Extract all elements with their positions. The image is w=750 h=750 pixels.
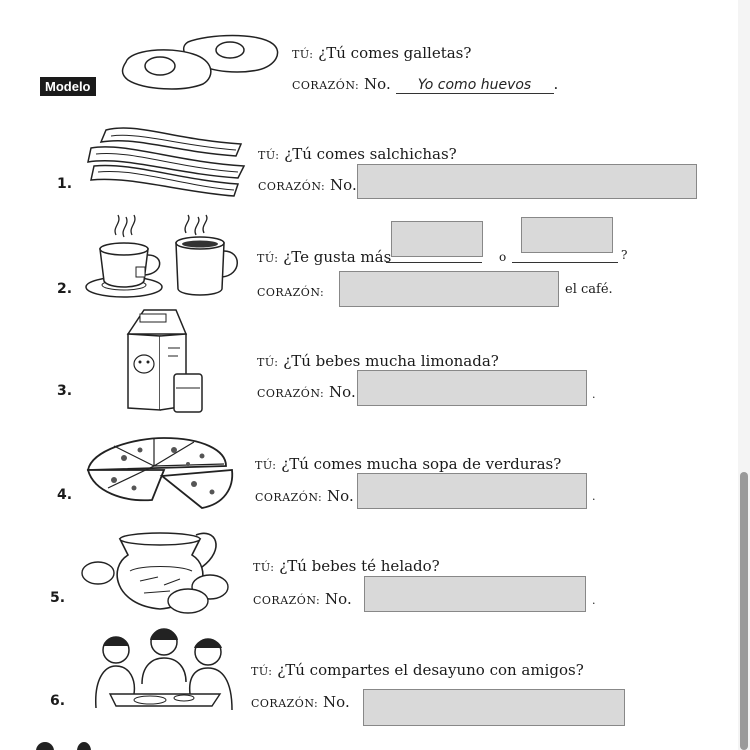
item-number: 6. <box>50 693 66 709</box>
scrollbar-thumb[interactable] <box>740 472 748 750</box>
corazon-label: CORAZÓN: <box>257 286 325 299</box>
item-2-choice-box-1[interactable] <box>391 221 483 257</box>
item-3-question-line <box>257 352 499 370</box>
item-4-answer-suffix: . <box>592 490 596 503</box>
item-3-question: ¿Tú bebes mucha limonada? <box>283 352 499 370</box>
item-4-answer-prefix: No. <box>327 487 354 505</box>
item-3-answer-line <box>257 383 356 401</box>
item-2-question-end: ? <box>621 248 628 262</box>
item-4-answer-box[interactable] <box>357 473 587 509</box>
item-5-answer-line <box>253 590 352 608</box>
modelo-badge: Modelo <box>40 77 96 96</box>
item-4-answer-line <box>255 487 354 505</box>
friends-breakfast-icon <box>80 624 240 714</box>
item-1-question-line <box>258 145 457 163</box>
bacon-icon <box>86 122 246 200</box>
corazon-label: CORAZÓN: <box>257 387 325 400</box>
item-number: 1. <box>57 176 73 192</box>
item-6-answer-line <box>251 693 350 711</box>
item-1-question: ¿Tú comes salchichas? <box>284 145 457 163</box>
tu-label: TÚ: <box>257 252 279 265</box>
item-1-answer-prefix: No. <box>330 176 357 194</box>
item-6-question: ¿Tú compartes el desayuno con amigos? <box>277 661 584 679</box>
next-section-heading-fragment <box>36 742 136 750</box>
item-2-answer-suffix: el café. <box>565 282 613 297</box>
item-number: 3. <box>57 383 73 399</box>
item-6-answer-prefix: No. <box>323 693 350 711</box>
item-3-answer-prefix: No. <box>329 383 356 401</box>
item-6-answer-box[interactable] <box>363 689 625 726</box>
tu-label: TÚ: <box>253 561 275 574</box>
item-4-question-line <box>255 455 561 473</box>
item-1-answer-line <box>258 176 357 194</box>
modelo-question: ¿Tú comes galletas? <box>318 44 472 62</box>
modelo-answer-line <box>292 75 558 94</box>
item-2-answer-box[interactable] <box>339 271 559 307</box>
item-2-answer-line <box>257 282 324 300</box>
modelo-answer: Yo como huevos <box>417 77 532 93</box>
corazon-label: CORAZÓN: <box>251 697 319 710</box>
item-2-question: ¿Te gusta más <box>283 248 392 266</box>
modelo-answer-blank <box>396 75 554 94</box>
item-6-question-line <box>251 661 584 679</box>
item-2-connector: o <box>499 250 507 264</box>
tea-and-coffee-icon <box>84 215 242 300</box>
tu-label: TÚ: <box>251 665 273 678</box>
item-5-question: ¿Tú bebes té helado? <box>279 557 440 575</box>
item-number: 5. <box>50 590 66 606</box>
tu-label: TÚ: <box>258 149 280 162</box>
tu-label: TÚ: <box>292 48 314 61</box>
tu-label: TÚ: <box>257 356 279 369</box>
item-5-answer-prefix: No. <box>325 590 352 608</box>
item-3-answer-suffix: . <box>592 388 596 401</box>
modelo-question-line <box>292 44 471 62</box>
item-number: 2. <box>57 281 73 297</box>
item-5-answer-suffix: . <box>592 594 596 607</box>
corazon-label: CORAZÓN: <box>253 594 321 607</box>
corazon-label: CORAZÓN: <box>255 491 323 504</box>
item-5-question-line <box>253 557 440 575</box>
item-4-question: ¿Tú comes mucha sopa de verduras? <box>281 455 562 473</box>
fried-eggs-icon <box>118 32 283 94</box>
lemonade-icon <box>80 525 232 615</box>
item-2-choice-box-2[interactable] <box>521 217 613 253</box>
pizza-icon <box>84 436 236 510</box>
item-2-blank-2 <box>512 262 618 263</box>
item-3-answer-box[interactable] <box>357 370 587 406</box>
corazon-label: CORAZÓN: <box>258 180 326 193</box>
modelo-answer-prefix: No. <box>364 75 391 93</box>
milk-icon <box>124 308 206 414</box>
corazon-label: CORAZÓN: <box>292 79 360 92</box>
item-number: 4. <box>57 487 73 503</box>
item-1-answer-box[interactable] <box>357 164 697 199</box>
item-2-question-line <box>257 248 391 266</box>
item-2-blank-1 <box>386 262 482 263</box>
modelo-answer-suffix: . <box>553 75 559 93</box>
item-5-answer-box[interactable] <box>364 576 586 612</box>
tu-label: TÚ: <box>255 459 277 472</box>
